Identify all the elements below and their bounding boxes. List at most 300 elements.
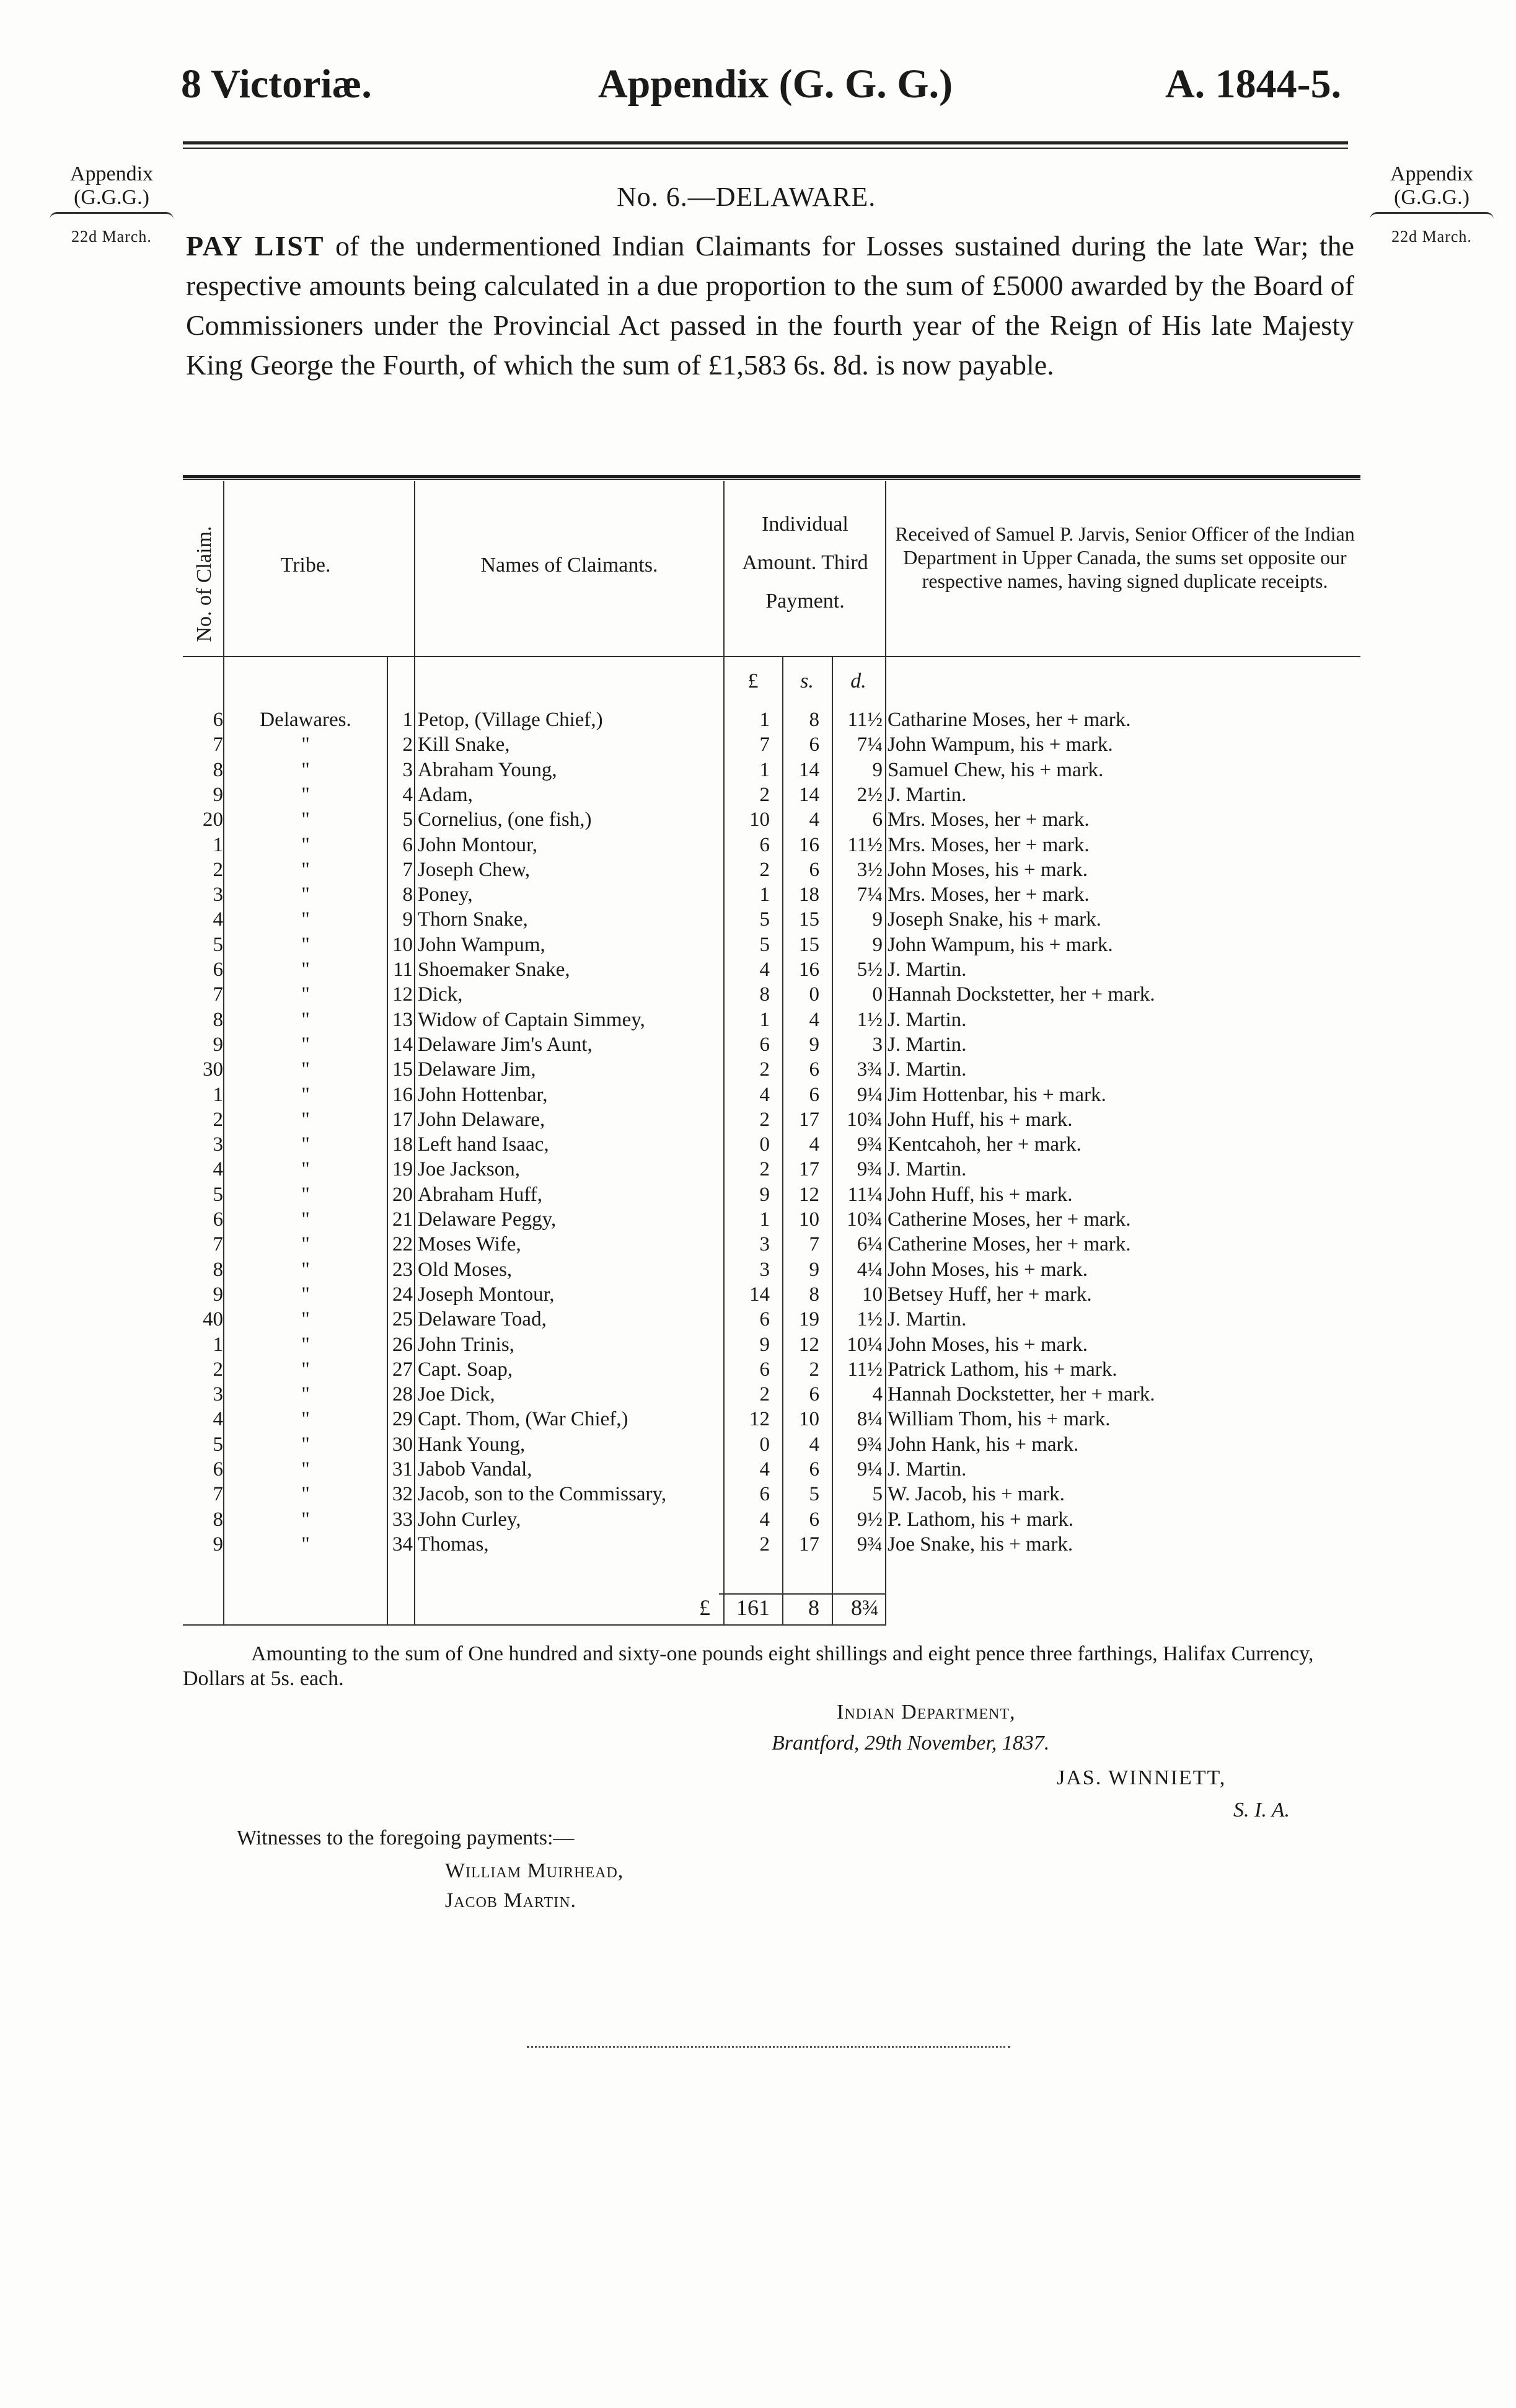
table-row <box>0 833 1516 857</box>
amount-shillings: 4 <box>809 1009 819 1031</box>
section-title: No. 6.—DELAWARE. <box>617 182 876 212</box>
claimant-name: Abraham Young, <box>418 759 557 781</box>
brace-icon <box>50 212 174 225</box>
claim-number: 8 <box>213 1259 223 1281</box>
claim-number: 5 <box>213 934 223 956</box>
row-number: 9 <box>402 908 413 931</box>
amount-shillings: 8 <box>809 709 819 731</box>
receipt-signature: J. Martin. <box>888 958 967 981</box>
place-date: Brantford, 29th November, 1837. <box>772 1732 1050 1755</box>
row-number: 23 <box>392 1259 413 1281</box>
tribe-cell: " <box>301 733 310 756</box>
amount-pence: 9¼ <box>857 1084 883 1106</box>
claim-number: 2 <box>213 859 223 881</box>
tribe-cell: " <box>301 1058 310 1081</box>
header-center: Appendix (G. G. G.) <box>598 61 953 107</box>
row-number: 34 <box>392 1533 413 1556</box>
row-number: 10 <box>392 934 413 956</box>
amount-pence: 11½ <box>847 709 883 731</box>
amount-shillings: 19 <box>799 1308 819 1330</box>
amount-pounds: 10 <box>749 808 770 831</box>
unit-pence: d. <box>850 670 866 693</box>
unit-shillings: s. <box>800 670 814 693</box>
amount-pence: 9½ <box>857 1508 883 1531</box>
claim-number: 9 <box>213 784 223 806</box>
margin-label-left: Appendix <box>69 162 154 185</box>
amount-pence: 9 <box>872 759 883 781</box>
claimant-name: Cornelius, (one fish,) <box>418 808 592 831</box>
table-row <box>0 1508 1516 1531</box>
receipt-signature: Hannah Dockstetter, her + mark. <box>888 983 1155 1006</box>
row-number: 21 <box>392 1208 413 1231</box>
margin-label-right: Appendix <box>1390 162 1474 185</box>
claim-number: 9 <box>213 1034 223 1056</box>
amount-shillings: 9 <box>809 1259 819 1281</box>
tribe-cell: " <box>301 1483 310 1505</box>
margin-ref-left: (G.G.G.) <box>74 186 149 209</box>
amount-shillings: 14 <box>799 784 819 806</box>
margin-date-right: 22d March. <box>1391 228 1472 246</box>
amount-pence: 2½ <box>857 784 883 806</box>
table-top-rule <box>183 475 1360 478</box>
row-number: 18 <box>392 1133 413 1156</box>
claim-number: 4 <box>213 1408 223 1430</box>
claim-number: 5 <box>213 1433 223 1456</box>
signer-name: JAS. WINNIETT, <box>1057 1766 1227 1789</box>
total-pounds: 161 <box>736 1595 770 1620</box>
table-row <box>0 1258 1516 1281</box>
header-received: Received of Samuel P. Jarvis, Senior Officer of the Indian Department in Upper Canada, the sums set opposite our respective names, having signed duplicate receipts. <box>895 523 1355 592</box>
tribe-cell: " <box>301 859 310 881</box>
claimant-name: Capt. Thom, (War Chief,) <box>418 1408 628 1430</box>
table-row <box>0 933 1516 957</box>
row-number: 26 <box>392 1334 413 1356</box>
receipt-signature: Betsey Huff, her + mark. <box>888 1283 1092 1306</box>
amount-shillings: 4 <box>809 1433 819 1456</box>
amount-shillings: 6 <box>809 1508 819 1531</box>
row-number: 14 <box>392 1034 413 1056</box>
table-row <box>0 1183 1516 1206</box>
row-number: 2 <box>402 733 413 756</box>
tribe-cell: " <box>301 1208 310 1231</box>
tribe-cell: " <box>301 1358 310 1381</box>
amount-pounds: 14 <box>749 1283 770 1306</box>
amount-text: Amounting to the sum of One hundred and sixty-one pounds eight shillings and eight pence three farthings, Halifax Currency, Dollars at 5s. each. <box>183 1642 1314 1690</box>
dept-line: Indian Department, <box>837 1701 1016 1724</box>
amount-shillings: 6 <box>809 1383 819 1405</box>
amount-pence: 6¼ <box>857 1233 883 1255</box>
row-number: 3 <box>402 759 413 781</box>
amount-pounds: 1 <box>759 1208 770 1231</box>
receipt-signature: J. Martin. <box>888 1458 967 1481</box>
amount-pence: 6 <box>872 808 883 831</box>
table-row <box>0 808 1516 831</box>
amount-shillings: 18 <box>799 883 819 906</box>
amount-pounds: 3 <box>759 1233 770 1255</box>
amount-shillings: 6 <box>809 1058 819 1081</box>
claim-number: 9 <box>213 1533 223 1556</box>
receipt-signature: Mrs. Moses, her + mark. <box>888 883 1090 906</box>
receipt-signature: Catherine Moses, her + mark. <box>888 1208 1131 1231</box>
amount-shillings: 17 <box>799 1158 819 1180</box>
total-symbol: £ <box>699 1595 710 1620</box>
amount-shillings: 17 <box>799 1533 819 1556</box>
row-number: 31 <box>392 1458 413 1481</box>
amount-pounds: 4 <box>759 1508 770 1531</box>
claimant-name: Shoemaker Snake, <box>418 958 570 981</box>
amount-shillings: 15 <box>799 934 819 956</box>
signer-title: S. I. A. <box>1233 1799 1290 1821</box>
tribe-cell: " <box>301 1084 310 1106</box>
margin-ref-right: (G.G.G.) <box>1394 186 1470 209</box>
amount-pence: 1½ <box>857 1009 883 1031</box>
amount-pounds: 1 <box>759 883 770 906</box>
table-row <box>0 1058 1516 1081</box>
claim-number: 6 <box>213 1208 223 1231</box>
row-number: 20 <box>392 1184 413 1206</box>
row-number: 25 <box>392 1308 413 1330</box>
claimant-name: Hank Young, <box>418 1433 526 1456</box>
claimant-name: John Wampum, <box>418 934 545 956</box>
amount-pounds: 3 <box>759 1259 770 1281</box>
table-bottom-rule <box>183 1624 886 1626</box>
claim-number: 1 <box>213 1334 223 1356</box>
amount-pence: 11¼ <box>847 1184 883 1206</box>
row-number: 7 <box>402 859 413 881</box>
amount-pence: 7¼ <box>857 883 883 906</box>
amount-shillings: 4 <box>809 808 819 831</box>
claimant-name: Poney, <box>418 883 473 906</box>
tribe-cell: Delawares. <box>260 709 351 731</box>
amount-pounds: 2 <box>759 859 770 881</box>
row-number: 33 <box>392 1508 413 1531</box>
brace-icon <box>1370 212 1494 225</box>
table-row <box>0 1333 1516 1357</box>
witness-name: William Muirhead, <box>445 1859 624 1882</box>
amount-pounds: 0 <box>759 1433 770 1456</box>
header-claim-text: No. of Claim. <box>193 526 216 642</box>
receipt-signature: Catherine Moses, her + mark. <box>888 1233 1131 1255</box>
amount-pounds: 9 <box>759 1334 770 1356</box>
tribe-cell: " <box>301 1109 310 1131</box>
amount-shillings: 6 <box>809 1084 819 1106</box>
header-row-rule <box>183 656 1360 657</box>
table-row <box>0 908 1516 931</box>
table-row <box>0 858 1516 882</box>
table-row <box>0 883 1516 906</box>
claimant-name: Thorn Snake, <box>418 908 528 931</box>
amount-pounds: 12 <box>749 1408 770 1430</box>
tribe-cell: " <box>301 983 310 1006</box>
amount-pounds: 2 <box>759 1058 770 1081</box>
claimant-name: Dick, <box>418 983 463 1006</box>
header-right: A. 1844-5. <box>1165 61 1342 107</box>
amount-shillings: 15 <box>799 908 819 931</box>
amount-pounds: 1 <box>759 709 770 731</box>
amount-pence: 1½ <box>857 1308 883 1330</box>
claim-number: 2 <box>213 1358 223 1381</box>
claim-number: 4 <box>213 1158 223 1180</box>
tribe-cell: " <box>301 784 310 806</box>
claim-number: 30 <box>203 1058 223 1081</box>
tribe-cell: " <box>301 1283 310 1306</box>
table-row <box>0 708 1516 732</box>
receipt-signature: John Moses, his + mark. <box>888 859 1088 881</box>
tribe-cell: " <box>301 759 310 781</box>
amount-shillings: 6 <box>809 733 819 756</box>
claimant-name: John Curley, <box>418 1508 521 1531</box>
header-amount: Individual Amount. Third Payment. <box>742 513 868 613</box>
witness-name: Jacob Martin. <box>445 1889 577 1912</box>
intro-text: of the undermentioned Indian Claimants for Losses sustained during the late War; the respective amounts being calculated in a due proportion to the sum of £5000 awarded by the Board of Commissioners under the Provincial Act passed in the fourth year of the Reign of His late Majesty King George the Fourth, of which the sum of £1,583 6s. 8d. is now payable. <box>186 230 1355 381</box>
tribe-cell: " <box>301 1034 310 1056</box>
receipt-signature: J. Martin. <box>888 1034 967 1056</box>
header-rule-thin <box>183 148 1348 149</box>
amount-pounds: 5 <box>759 934 770 956</box>
receipt-signature: J. Martin. <box>888 784 967 806</box>
receipt-signature: Mrs. Moses, her + mark. <box>888 834 1090 856</box>
receipt-signature: John Moses, his + mark. <box>888 1259 1088 1281</box>
receipt-signature: Joe Snake, his + mark. <box>888 1533 1073 1556</box>
claimant-name: Jabob Vandal, <box>418 1458 532 1481</box>
amount-pence: 7¼ <box>857 733 883 756</box>
claim-number: 5 <box>213 1184 223 1206</box>
tribe-cell: " <box>301 934 310 956</box>
tribe-cell: " <box>301 808 310 831</box>
amount-pounds: 2 <box>759 1533 770 1556</box>
table-row <box>0 1133 1516 1156</box>
margin-note-left <box>43 162 180 249</box>
amount-pence: 3½ <box>857 859 883 881</box>
row-number: 27 <box>392 1358 413 1381</box>
amount-shillings: 6 <box>809 859 819 881</box>
amount-pence: 10¾ <box>847 1208 883 1231</box>
receipt-signature: William Thom, his + mark. <box>888 1408 1111 1430</box>
table-row <box>0 1208 1516 1231</box>
amount-pounds: 6 <box>759 1034 770 1056</box>
claim-number: 6 <box>213 709 223 731</box>
amount-shillings: 4 <box>809 1133 819 1156</box>
claim-number: 4 <box>213 908 223 931</box>
amount-pounds: 9 <box>759 1184 770 1206</box>
claimant-name: Widow of Captain Simmey, <box>418 1009 645 1031</box>
tribe-cell: " <box>301 1009 310 1031</box>
claimant-name: Delaware Peggy, <box>418 1208 557 1231</box>
claimant-name: John Hottenbar, <box>418 1084 548 1106</box>
tribe-cell: " <box>301 1508 310 1531</box>
claimant-name: Delaware Jim, <box>418 1058 536 1081</box>
receipt-signature: Patrick Lathom, his + mark. <box>888 1358 1117 1381</box>
tribe-cell: " <box>301 834 310 856</box>
tribe-cell: " <box>301 1133 310 1156</box>
claimant-name: Delaware Jim's Aunt, <box>418 1034 593 1056</box>
amount-pounds: 8 <box>759 983 770 1006</box>
claimant-name: Petop, (Village Chief,) <box>418 709 603 731</box>
tribe-cell: " <box>301 883 310 906</box>
end-rule <box>527 2046 1010 2048</box>
amount-shillings: 12 <box>799 1334 819 1356</box>
table-row <box>0 783 1516 807</box>
amount-pence: 4¼ <box>857 1259 883 1281</box>
tribe-cell: " <box>301 1533 310 1556</box>
margin-note-right <box>1364 162 1500 249</box>
receipt-signature: Samuel Chew, his + mark. <box>888 759 1104 781</box>
amount-pence: 4 <box>872 1383 883 1405</box>
row-number: 32 <box>392 1483 413 1505</box>
table-row <box>0 1482 1516 1506</box>
tribe-cell: " <box>301 1184 310 1206</box>
amount-pounds: 2 <box>759 1109 770 1131</box>
claim-number: 3 <box>213 883 223 906</box>
table-top-rule-thin <box>183 479 1360 480</box>
receipt-signature: Catharine Moses, her + mark. <box>888 709 1131 731</box>
claimant-name: Delaware Toad, <box>418 1308 547 1330</box>
amount-pounds: 2 <box>759 1158 770 1180</box>
claim-number: 8 <box>213 759 223 781</box>
row-number: 15 <box>392 1058 413 1081</box>
table-row <box>0 758 1516 782</box>
amount-shillings: 5 <box>809 1483 819 1505</box>
claim-number: 20 <box>203 808 223 831</box>
table-row <box>0 1233 1516 1256</box>
receipt-signature: John Huff, his + mark. <box>888 1184 1073 1206</box>
amount-shillings: 16 <box>799 834 819 856</box>
amount-pence: 10¼ <box>847 1334 883 1356</box>
receipt-signature: P. Lathom, his + mark. <box>888 1508 1074 1531</box>
intro-lead: PAY LIST <box>186 230 325 262</box>
receipt-signature: Joseph Snake, his + mark. <box>888 908 1101 931</box>
header-left: 8 Victoriæ. <box>181 61 372 107</box>
amount-shillings: 10 <box>799 1408 819 1430</box>
claim-number: 2 <box>213 1109 223 1131</box>
amount-shillings: 12 <box>799 1184 819 1206</box>
claimant-name: Jacob, son to the Commissary, <box>418 1483 667 1505</box>
claim-number: 9 <box>213 1283 223 1306</box>
amount-pence: 3¾ <box>857 1058 883 1081</box>
amount-pounds: 1 <box>759 1009 770 1031</box>
amount-pounds: 4 <box>759 1084 770 1106</box>
amount-pounds: 2 <box>759 784 770 806</box>
row-number: 17 <box>392 1109 413 1131</box>
receipt-signature: Jim Hottenbar, his + mark. <box>888 1084 1106 1106</box>
tribe-cell: " <box>301 1458 310 1481</box>
receipt-signature: Kentcahoh, her + mark. <box>888 1133 1082 1156</box>
claimant-name: John Montour, <box>418 834 538 856</box>
total-pence: 8¾ <box>851 1595 879 1620</box>
tribe-cell: " <box>301 1383 310 1405</box>
amount-pence: 3 <box>872 1034 883 1056</box>
amount-pence: 9¾ <box>857 1133 883 1156</box>
tribe-cell: " <box>301 1259 310 1281</box>
amount-pence: 9¼ <box>857 1458 883 1481</box>
table-row <box>0 1433 1516 1456</box>
amount-pounds: 6 <box>759 1358 770 1381</box>
amount-shillings: 7 <box>809 1233 819 1255</box>
claim-number: 6 <box>213 958 223 981</box>
row-number: 19 <box>392 1158 413 1180</box>
header-rule <box>183 141 1348 144</box>
tribe-cell: " <box>301 958 310 981</box>
receipt-signature: John Huff, his + mark. <box>888 1109 1073 1131</box>
header-names: Names of Claimants. <box>480 554 658 577</box>
claimant-name: Old Moses, <box>418 1259 513 1281</box>
amount-shillings: 8 <box>809 1283 819 1306</box>
claim-number: 1 <box>213 1084 223 1106</box>
table-row <box>0 1308 1516 1331</box>
table-row <box>0 1533 1516 1556</box>
row-number: 1 <box>402 709 413 731</box>
amount-pounds: 7 <box>759 733 770 756</box>
claim-number: 8 <box>213 1508 223 1531</box>
amount-pence: 10¾ <box>847 1109 883 1131</box>
receipt-signature: Hannah Dockstetter, her + mark. <box>888 1383 1155 1405</box>
claim-number: 8 <box>213 1009 223 1031</box>
amount-pence: 0 <box>872 983 883 1006</box>
amount-pence: 9 <box>872 934 883 956</box>
amount-pence: 9¾ <box>857 1533 883 1556</box>
amount-shillings: 14 <box>799 759 819 781</box>
claim-number: 7 <box>213 1483 223 1505</box>
claimant-name: Joseph Montour, <box>418 1283 555 1306</box>
claimant-name: Capt. Soap, <box>418 1358 513 1381</box>
amount-pence: 5½ <box>857 958 883 981</box>
tribe-cell: " <box>301 1433 310 1456</box>
table-row <box>0 1383 1516 1406</box>
receipt-signature: John Moses, his + mark. <box>888 1334 1088 1356</box>
amount-pence: 11½ <box>847 834 883 856</box>
margin-date-left: 22d March. <box>71 228 152 246</box>
claim-number: 7 <box>213 1233 223 1255</box>
amount-shillings: 9 <box>809 1034 819 1056</box>
receipt-signature: W. Jacob, his + mark. <box>888 1483 1065 1505</box>
row-number: 29 <box>392 1408 413 1430</box>
claim-number: 3 <box>213 1383 223 1405</box>
claimant-name: Joseph Chew, <box>418 859 531 881</box>
claim-number: 3 <box>213 1133 223 1156</box>
amount-pounds: 0 <box>759 1133 770 1156</box>
total-shillings: 8 <box>808 1595 819 1620</box>
header-tribe: Tribe. <box>280 554 331 577</box>
table-row <box>0 1458 1516 1481</box>
row-number: 6 <box>402 834 413 856</box>
amount-shillings: 2 <box>809 1358 819 1381</box>
claimant-name: Thomas, <box>418 1533 489 1556</box>
table-row <box>0 1033 1516 1056</box>
unit-pounds: £ <box>747 670 759 693</box>
row-number: 8 <box>402 883 413 906</box>
claim-number: 7 <box>213 983 223 1006</box>
amount-pence: 11½ <box>847 1358 883 1381</box>
receipt-signature: J. Martin. <box>888 1058 967 1081</box>
amount-pounds: 2 <box>759 1383 770 1405</box>
row-number: 16 <box>392 1084 413 1106</box>
claim-number: 1 <box>213 834 223 856</box>
row-number: 28 <box>392 1383 413 1405</box>
row-number: 22 <box>392 1233 413 1255</box>
amount-shillings: 16 <box>799 958 819 981</box>
amount-pounds: 4 <box>759 958 770 981</box>
amount-pence: 9 <box>872 908 883 931</box>
tribe-cell: " <box>301 1334 310 1356</box>
table-row <box>0 1083 1516 1107</box>
receipt-signature: John Hank, his + mark. <box>888 1433 1079 1456</box>
claim-number: 40 <box>203 1308 223 1330</box>
tribe-cell: " <box>301 1408 310 1430</box>
tribe-cell: " <box>301 908 310 931</box>
table-row <box>0 1158 1516 1181</box>
header-claim <box>186 526 223 642</box>
receipt-signature: John Wampum, his + mark. <box>888 733 1113 756</box>
